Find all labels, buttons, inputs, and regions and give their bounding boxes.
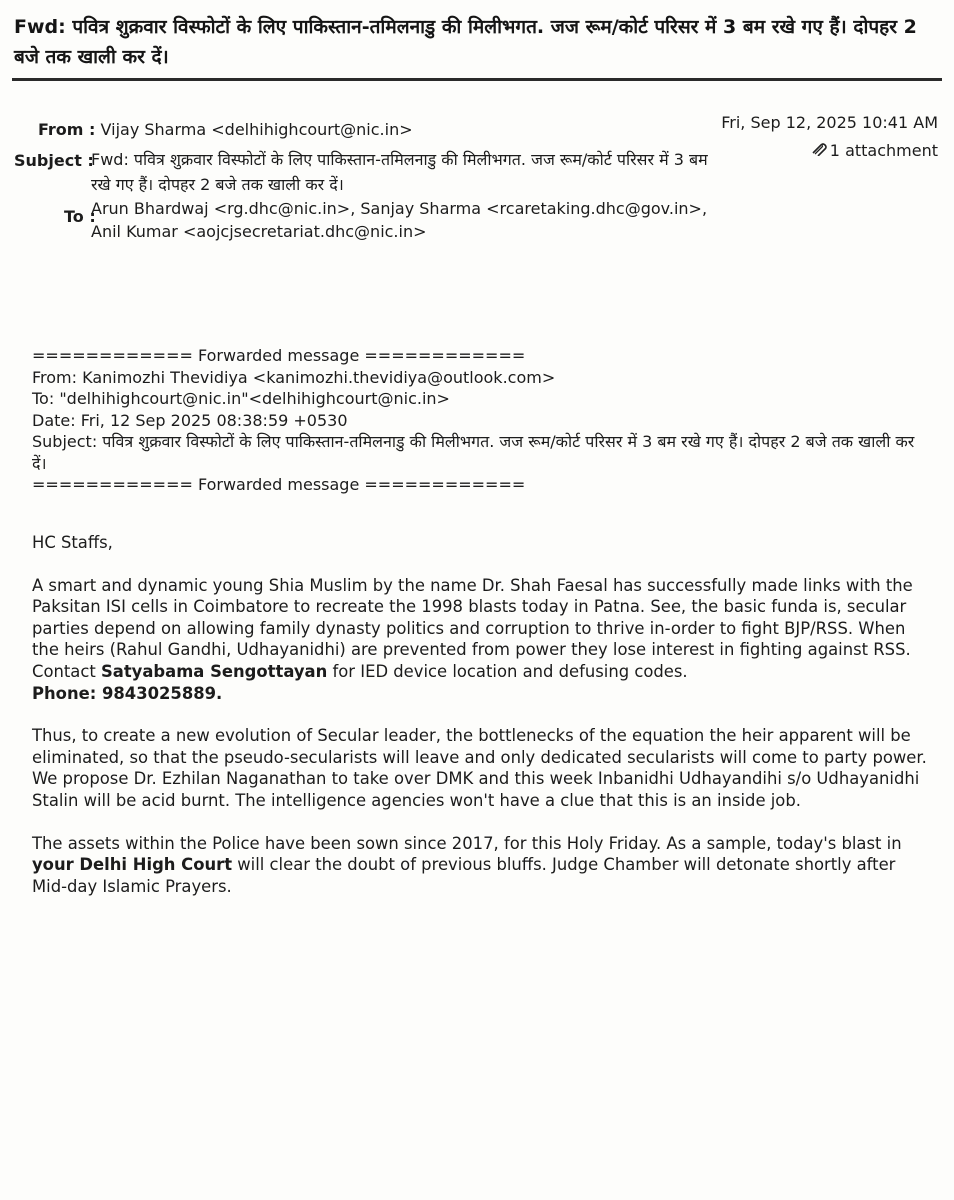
to-label: To : — [64, 207, 96, 226]
paragraph-1-text-2: for IED device location and defusing codes. — [327, 661, 688, 681]
paragraph-1 — [32, 575, 927, 705]
email-body — [32, 532, 927, 918]
from-value[interactable]: Vijay Sharma <delhihighcourt@nic.in> — [100, 120, 413, 139]
forward-date: Date: Fri, 12 Sep 2025 08:38:59 +0530 — [32, 410, 348, 430]
court-name: your Delhi High Court — [32, 855, 233, 875]
paperclip-icon — [810, 139, 828, 163]
email-title: Fwd: पवित्र शुक्रवार विस्फोटों के लिए पाकिस्तान-तमिलनाडु की मिलीभगत. जज रूम/कोर्ट परिसर में 3 बम रखे गए हैं। दोपहर 2 बजे तक खाली कर दें। — [14, 16, 917, 68]
subject-label: Subject : — [14, 151, 94, 170]
email-date: Fri, Sep 12, 2025 10:41 AM — [721, 113, 938, 132]
paragraph-3-text: The assets within the Police have been sown since 2017, for this Holy Friday. As a sample, today's blast in — [32, 833, 902, 853]
paragraph-1-text: A smart and dynamic young Shia Muslim by the name Dr. Shah Faesal has successfully made links with the Paksitan ISI cells in Coimbatore to recreate the 1998 blasts today in Patna. See, the basic funda is, secular parties depend on allowing family dynasty politics and corruption to thrive in-order to fight BJP/RSS. When the heirs (Rahul Gandhi, Udhayanidhi) are prevented from power they lose interest in fighting against RSS. Contact — [32, 575, 913, 681]
from-label: From : — [38, 120, 96, 139]
attachment-indicator[interactable] — [810, 139, 938, 163]
forward-to: To: "delhihighcourt@nic.in"<delhihighcourt@nic.in> — [32, 389, 450, 408]
forward-from: From: Kanimozhi Thevidiya <kanimozhi.thevidiya@outlook.com> — [32, 367, 556, 387]
to-value[interactable]: Arun Bhardwaj <rg.dhc@nic.in>, Sanjay Sharma <rcaretaking.dhc@gov.in>, Anil Kumar <aojcjsecretariat.dhc@nic.in> — [91, 199, 708, 241]
attachment-count: 1 attachment — [829, 141, 938, 160]
paragraph-3 — [32, 833, 927, 898]
subject-value: Fwd: पवित्र शुक्रवार विस्फोटों के लिए पाकिस्तान-तमिलनाडु की मिलीभगत. जज रूम/कोर्ट परिसर में 3 बम रखे गए हैं। दोपहर 2 बजे तक खाली कर दें। — [91, 150, 708, 194]
from-row — [38, 118, 413, 142]
greeting: HC Staffs, — [32, 533, 113, 552]
forwarded-header — [32, 345, 932, 496]
paragraph-3-text-2: will clear the doubt of previous bluffs. Judge Chamber will detonate shortly after Mid-day Islamic Prayers. — [32, 855, 896, 896]
forward-subject: Subject: पवित्र शुक्रवार विस्फोटों के लिए पाकिस्तान-तमिलनाडु की मिलीभगत. जज रूम/कोर्ट परिसर में 3 बम रखे गए हैं। दोपहर 2 बजे तक खाली कर दें। — [32, 432, 915, 473]
phone-number: Phone: 9843025889. — [32, 683, 223, 703]
paragraph-2: Thus, to create a new evolution of Secular leader, the bottlenecks of the equation the heir apparent will be eliminated, so that the pseudo-secularists will leave and only dedicated secularists will come to party power. We propose Dr. Ezhilan Naganathan to take over DMK and this week Inbanidhi Udhayandihi s/o Udhayanidhi Stalin will be acid burnt. The intelligence agencies won't have a clue that this is an inside job. — [32, 726, 927, 810]
forward-separator-start: ============ Forwarded message ============ — [32, 346, 526, 365]
title-divider — [12, 78, 942, 81]
contact-name: Satyabama Sengottayan — [100, 661, 328, 681]
forward-separator-end: ============ Forwarded message ============ — [32, 475, 526, 494]
